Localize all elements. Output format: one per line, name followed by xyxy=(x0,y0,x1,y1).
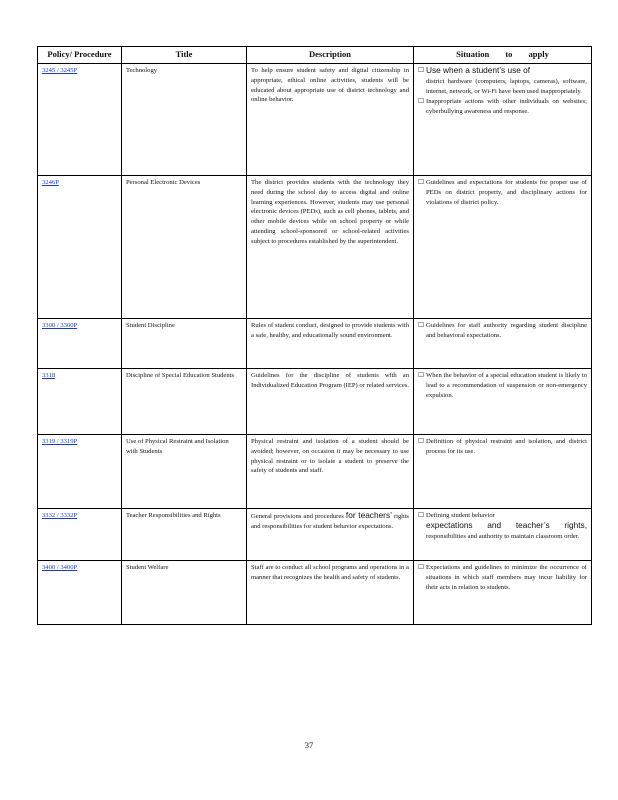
checkbox-bullet-icon: ☐ xyxy=(418,437,424,445)
table-row xyxy=(38,319,592,369)
description-cell: General provisions and procedures for teachers’ rights and responsibilities for student behavior expectations. xyxy=(247,509,414,561)
title-cell: Personal Electronic Devices xyxy=(122,176,247,319)
title-cell: Technology xyxy=(122,64,247,176)
policy-cell xyxy=(38,561,122,625)
policy-cell xyxy=(38,176,122,319)
checkbox-bullet-icon: ☐ xyxy=(418,97,424,106)
situation-cell xyxy=(414,319,592,369)
policy-table xyxy=(37,46,592,625)
header-description: Description xyxy=(247,47,414,64)
policy-link[interactable]: 3318 xyxy=(42,372,56,379)
policy-cell xyxy=(38,319,122,369)
header-policy: Policy/ Procedure xyxy=(38,47,122,64)
situation-item: ☐ Inappropriate actions with other individuals on websites; cyberbullying awareness and response. xyxy=(418,97,587,116)
table-row xyxy=(38,435,592,509)
situation-item: ☐ When the behavior of a special education student is likely to lead to a recommendation of suspension or non-emergency expulsion. xyxy=(418,371,587,399)
policy-link[interactable]: 3400 / 3400P xyxy=(42,564,78,571)
policy-link[interactable]: 3300 / 3300P xyxy=(42,322,78,329)
title-cell: Student Discipline xyxy=(122,319,247,369)
situation-item: ☐ Use when a student’s use of district hardware (computers, laptops, cameras), software, internet, network, or Wi-Fi have been used inappropriately. xyxy=(418,65,587,95)
checkbox-bullet-icon: ☐ xyxy=(418,511,424,519)
situation-cell xyxy=(414,509,592,561)
description-cell: Rules of student conduct, designed to provide students with a safe, healthy, and educationally sound environment. xyxy=(247,319,414,369)
situation-cell xyxy=(414,561,592,625)
policy-link[interactable]: 3245 / 3245P xyxy=(42,67,78,74)
situation-cell xyxy=(414,176,592,319)
policy-cell xyxy=(38,369,122,435)
policy-cell xyxy=(38,435,122,509)
policy-cell xyxy=(38,64,122,176)
table-header-row xyxy=(38,47,592,64)
description-cell: Guidelines for the discipline of students with an Individualized Education Program (IEP) or related services. xyxy=(247,369,414,435)
table-row xyxy=(38,176,592,319)
policy-link[interactable]: 3246P xyxy=(42,179,59,186)
policy-link[interactable]: 3319 / 3319P xyxy=(42,438,78,445)
page-number: 37 xyxy=(304,740,314,750)
title-cell: Use of Physical Restraint and Isolation with Students xyxy=(122,435,247,509)
situation-cell xyxy=(414,435,592,509)
situation-cell xyxy=(414,64,592,176)
description-cell: To help ensure student safety and digital citizenship in appropriate, ethical online activities, students will be educated about appropriate use of district technology and online behavior. xyxy=(247,64,414,176)
situation-item: ☐ Definition of physical restraint and isolation, and district process for its use. xyxy=(418,437,587,455)
title-cell: Discipline of Special Education Students xyxy=(122,369,247,435)
checkbox-bullet-icon: ☐ xyxy=(418,178,424,186)
policy-link[interactable]: 3332 / 3332P xyxy=(42,512,78,519)
title-cell: Teacher Responsibilities and Rights xyxy=(122,509,247,561)
title-cell: Student Welfare xyxy=(122,561,247,625)
checkbox-bullet-icon: ☐ xyxy=(418,66,424,74)
situation-item: ☐ Guidelines and expectations for students for proper use of PEDs on district property, and disciplinary actions for violations of district policy. xyxy=(418,178,587,206)
description-cell: Physical restraint and isolation of a student should be avoided; however, on occasion it may be necessary to use physical restraint or to isolate a student to preserve the safety of students and staff. xyxy=(247,435,414,509)
header-situation: Situation to apply xyxy=(414,47,592,64)
table-row xyxy=(38,509,592,561)
description-cell: The district provides students with the technology they need during the school day to access digital and online learning experiences. However, students may use personal electronic devices (PEDs), such as cell phones, tablets, and other mobile devices while on school property or while attending school-sponsored or school-related activities subject to procedures established by the superintendent. xyxy=(247,176,414,319)
checkbox-bullet-icon: ☐ xyxy=(418,563,424,571)
header-title: Title xyxy=(122,47,247,64)
checkbox-bullet-icon: ☐ xyxy=(418,321,424,329)
table-row xyxy=(38,561,592,625)
situation-cell xyxy=(414,369,592,435)
policy-cell xyxy=(38,509,122,561)
description-cell: Staff are to conduct all school programs and operations in a manner that recognizes the health and safety of students. xyxy=(247,561,414,625)
checkbox-bullet-icon: ☐ xyxy=(418,371,424,379)
situation-item: ☐ Expectations and guidelines to minimize the occurrence of situations in which staff members may incur liability for their acts in relation to students. xyxy=(418,563,587,591)
table-row xyxy=(38,369,592,435)
situation-item: ☐ Guidelines for staff authority regarding student discipline and behavioral expectations. xyxy=(418,321,587,339)
situation-item: ☐ Defining student behavior expectations and teacher’s rights, responsibilities and authority to maintain classroom order. xyxy=(418,511,587,540)
table-row xyxy=(38,64,592,176)
